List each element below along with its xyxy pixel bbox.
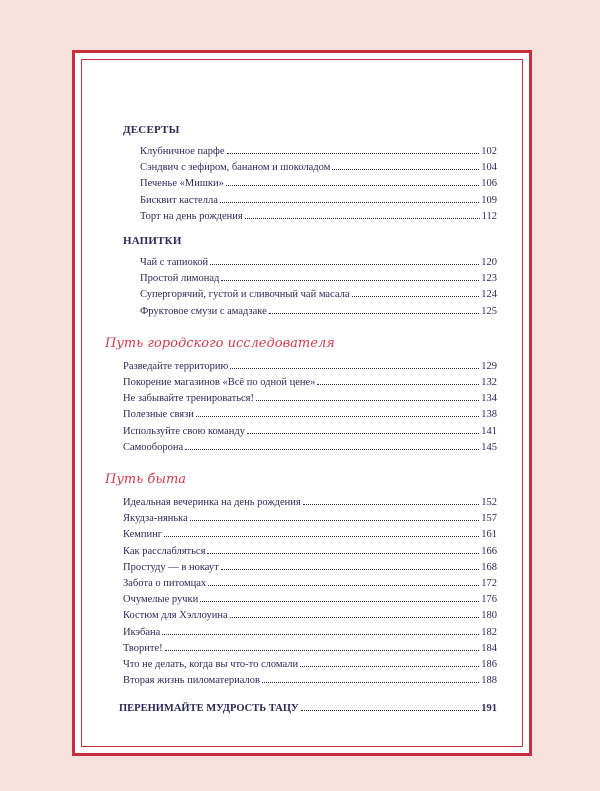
section-title-explorer: Путь городского исследователя <box>105 335 335 351</box>
dot-leader <box>196 416 479 417</box>
toc-entry[interactable] <box>105 657 497 673</box>
dot-leader <box>162 634 479 635</box>
dot-leader <box>230 368 479 369</box>
dot-leader <box>317 384 479 385</box>
toc-entry-page: 134 <box>481 393 497 405</box>
toc-entry-label: Кемпинг <box>123 529 163 541</box>
toc-entry-label: Не забывайте тренироваться! <box>123 393 254 405</box>
toc-entry[interactable] <box>105 255 497 271</box>
dot-leader <box>303 504 480 505</box>
toc-final-entry[interactable] <box>105 703 497 714</box>
toc-entry-page: 172 <box>481 578 497 590</box>
dot-leader <box>262 682 479 683</box>
toc-entry-label: Клубничное парфе <box>140 146 225 157</box>
dot-leader <box>200 601 479 602</box>
toc-entry[interactable] <box>105 592 497 608</box>
dot-leader <box>190 520 479 521</box>
toc-entry[interactable] <box>105 495 497 511</box>
toc-entry-label: Используйте свою команду <box>123 425 246 437</box>
toc-entry-page: 129 <box>481 360 497 372</box>
toc-entry-label: Печенье «Мишки» <box>140 178 224 190</box>
toc-entry-page: 125 <box>481 305 497 317</box>
dot-leader <box>300 666 479 667</box>
toc-entry-page: 106 <box>481 178 497 190</box>
toc-entry-page: 132 <box>481 377 497 389</box>
toc-entry[interactable] <box>105 673 497 689</box>
toc-entry-page: 112 <box>481 210 497 222</box>
dot-leader <box>269 313 479 314</box>
toc-final-label: ПЕРЕНИМАЙТЕ МУДРОСТЬ ТАЦУ <box>119 703 299 715</box>
toc-entry-label: Фруктовое смузи с амадзаке <box>140 305 267 317</box>
toc-entry-page: 109 <box>481 194 497 206</box>
toc-entry-page: 184 <box>481 642 497 654</box>
toc-entry-page: 123 <box>481 273 497 285</box>
toc-entry-page: 186 <box>481 659 497 671</box>
toc-entry-page: 166 <box>481 545 497 557</box>
toc-entry-page: 180 <box>481 610 497 622</box>
toc-entry[interactable] <box>105 560 497 576</box>
toc-entry-label: Чай с тапиокой <box>140 257 209 269</box>
toc-entry-page: 141 <box>481 425 497 437</box>
dot-leader <box>220 202 479 203</box>
dot-leader <box>352 296 480 297</box>
toc-entry-page: 157 <box>481 513 497 525</box>
toc-entry-label: Якудза-нянька <box>123 513 188 525</box>
toc-entry[interactable] <box>105 511 497 527</box>
dot-leader <box>208 585 479 586</box>
toc-entry-label: Что не делать, когда вы что-то сломали <box>123 659 299 671</box>
toc-list-drinks <box>105 255 497 320</box>
dot-leader <box>221 280 479 281</box>
toc-entry[interactable] <box>105 544 497 560</box>
toc-entry-label: Творите! <box>123 642 163 654</box>
toc-entry[interactable] <box>105 391 497 407</box>
section-title-desserts: ДЕСЕРТЫ <box>123 124 180 136</box>
dot-leader <box>332 169 479 170</box>
toc-entry-label: Супергорячий, густой и сливочный чай масала <box>140 289 350 301</box>
toc-entry[interactable] <box>105 407 497 423</box>
toc-final-page: 191 <box>481 703 497 715</box>
dot-leader <box>221 569 480 570</box>
toc-entry[interactable] <box>105 424 497 440</box>
toc-entry[interactable] <box>105 440 497 456</box>
dot-leader <box>226 185 479 186</box>
toc-entry-label: Торт на день рождения <box>140 210 243 222</box>
toc-entry-page: 124 <box>481 289 497 301</box>
toc-entry[interactable] <box>105 359 497 375</box>
toc-entry[interactable] <box>105 193 497 209</box>
toc-entry-label: Бисквит кастелла <box>140 194 218 206</box>
toc-entry[interactable] <box>105 209 497 225</box>
toc-entry-label: Икэбана <box>123 626 161 638</box>
toc-entry-label: Как расслабляться <box>123 545 206 557</box>
toc-entry-label: Разведайте территорию <box>123 360 229 372</box>
toc-entry[interactable] <box>105 625 497 641</box>
toc-entry[interactable] <box>105 271 497 287</box>
toc-entry[interactable] <box>105 608 497 624</box>
table-of-contents <box>105 124 497 714</box>
toc-entry-label: Сэндвич с зефиром, бананом и шоколадом <box>140 162 331 174</box>
dot-leader <box>207 553 479 554</box>
toc-entry-page: 182 <box>481 626 497 638</box>
toc-entry-page: 152 <box>481 497 497 509</box>
toc-list-explorer <box>105 359 497 456</box>
toc-list-desserts <box>105 144 497 225</box>
toc-entry-page: 168 <box>481 561 497 573</box>
toc-entry-label: Костюм для Хэллоуина <box>123 610 228 622</box>
toc-entry-label: Очумелые ручки <box>123 594 199 606</box>
section-title-drinks: НАПИТКИ <box>123 235 182 248</box>
toc-entry-page: 161 <box>481 529 497 541</box>
dot-leader <box>185 449 479 450</box>
toc-entry-label: Покорение магазинов «Всё по одной цене» <box>123 377 316 389</box>
dot-leader <box>247 433 479 434</box>
dot-leader <box>245 218 480 219</box>
toc-entry-label: Простуду — в нокаут <box>123 561 219 573</box>
toc-entry[interactable] <box>105 641 497 657</box>
toc-entry-label: Простой лимонад <box>140 273 220 285</box>
dot-leader <box>227 153 480 154</box>
toc-entry[interactable] <box>105 304 497 320</box>
toc-list-daily <box>105 495 497 689</box>
toc-entry[interactable] <box>105 576 497 592</box>
toc-entry[interactable] <box>105 160 497 176</box>
toc-entry[interactable] <box>105 144 497 160</box>
dot-leader <box>164 536 479 537</box>
toc-entry-label: Забота о питомцах <box>123 578 207 590</box>
toc-entry[interactable] <box>105 527 497 543</box>
toc-entry-label: Полезные связи <box>123 409 194 421</box>
section-title-daily: Путь быта <box>105 472 187 488</box>
dot-leader <box>230 617 480 618</box>
toc-entry-page: 145 <box>481 441 497 453</box>
toc-entry[interactable] <box>105 287 497 303</box>
dot-leader <box>165 650 480 651</box>
toc-entry-page: 188 <box>481 675 497 687</box>
toc-entry[interactable] <box>105 176 497 192</box>
dot-leader <box>256 400 479 401</box>
toc-entry-page: 138 <box>481 409 497 421</box>
toc-entry-label: Самооборона <box>123 441 184 453</box>
toc-entry-label: Вторая жизнь пиломатериалов <box>123 675 260 687</box>
dot-leader <box>210 264 479 265</box>
dot-leader <box>301 710 480 711</box>
toc-entry-page: 104 <box>481 162 497 174</box>
toc-entry-label: Идеальная вечеринка на день рождения <box>123 497 301 509</box>
toc-entry[interactable] <box>105 375 497 391</box>
toc-entry-page: 176 <box>481 594 497 606</box>
toc-entry-page: 120 <box>481 257 497 269</box>
toc-entry-page: 102 <box>481 146 497 157</box>
